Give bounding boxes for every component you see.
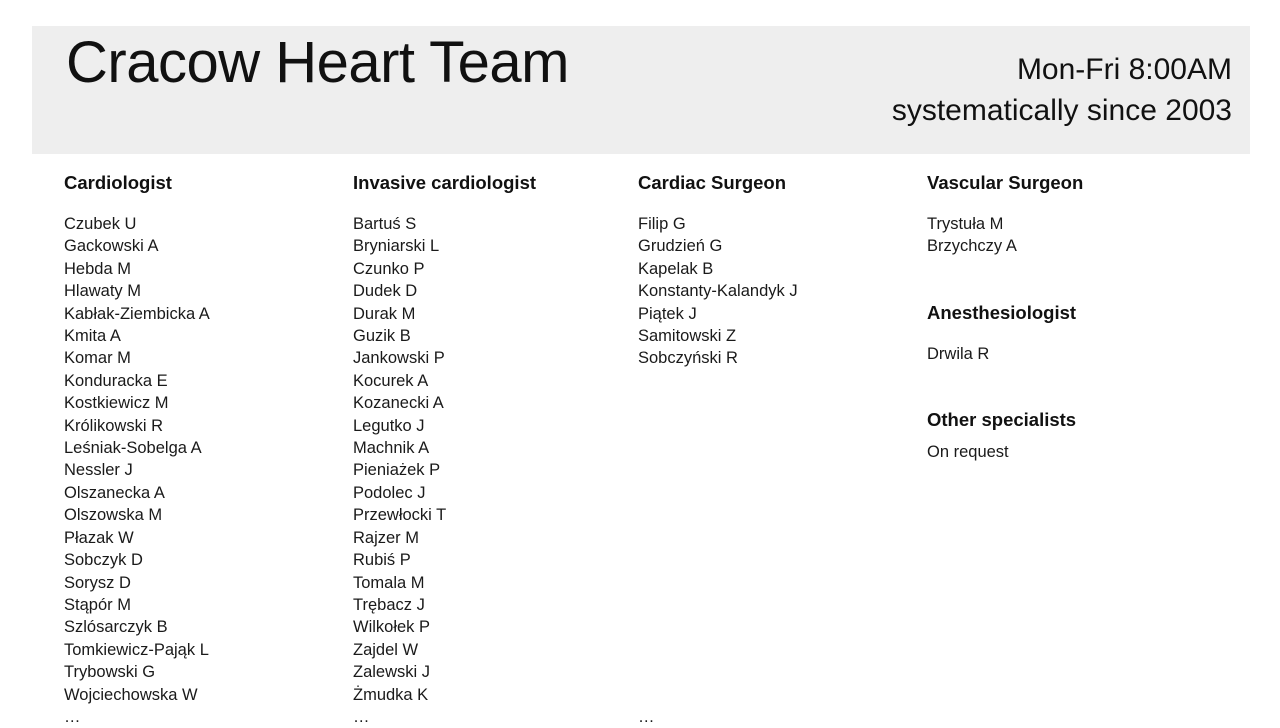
section-heading-other-specialists: Other specialists <box>927 409 1077 431</box>
list-item: Sobczyk D <box>64 551 143 570</box>
list-item: Czunko P <box>353 259 425 278</box>
page-title: Cracow Heart Team <box>66 30 569 95</box>
list-item: Wilkołek P <box>353 618 431 637</box>
list-item: Kozanecki A <box>353 394 444 413</box>
list-item: Trybowski G <box>64 663 156 682</box>
list-item: Nessler J <box>64 461 133 480</box>
list-item: Konduracka E <box>64 371 168 390</box>
list-item: Podolec J <box>353 483 426 502</box>
column-heading: Invasive cardiologist <box>353 172 537 193</box>
name-list <box>927 213 1217 258</box>
list-item: Tomkiewicz-Pająk L <box>64 640 209 659</box>
list-item: Sorysz D <box>64 573 131 592</box>
list-item: Bartuś S <box>353 215 417 233</box>
column-vascular-surgeon <box>927 172 1227 464</box>
list-item: Tomala M <box>353 573 425 592</box>
list-item: Dudek D <box>353 282 418 301</box>
list-item: Sobczyński R <box>638 349 738 368</box>
list-item: Komar M <box>64 349 131 368</box>
list-more-indicator: … <box>64 707 82 726</box>
list-item: Kocurek A <box>353 371 429 390</box>
list-item: Jankowski P <box>353 349 445 368</box>
list-item: Królikowski R <box>64 416 164 435</box>
list-item: Hlawaty M <box>64 282 142 301</box>
list-item: Durak M <box>353 304 416 323</box>
list-item: Rajzer M <box>353 528 420 547</box>
list-item: Brzychczy A <box>927 237 1017 256</box>
list-item: Trystuła M <box>927 215 1004 233</box>
name-list-anesthesiologist <box>927 343 1217 365</box>
list-item: Kostkiewicz M <box>64 394 169 413</box>
list-item: Konstanty-Kalandyk J <box>638 282 798 301</box>
list-item: Trębacz J <box>353 595 425 614</box>
list-item: Kabłak-Ziembicka A <box>64 304 210 323</box>
column-heading: Cardiac Surgeon <box>638 172 787 193</box>
column-cardiologist <box>64 172 353 728</box>
column-heading: Vascular Surgeon <box>927 172 1084 193</box>
name-list <box>64 213 343 706</box>
list-item: Kapelak B <box>638 259 714 278</box>
name-list <box>638 213 917 370</box>
other-specialists-note: On request <box>927 443 1009 462</box>
subtitle-line-2: systematically since 2003 <box>891 93 1232 127</box>
column-spacer <box>638 370 917 706</box>
list-item: Machnik A <box>353 439 430 458</box>
list-item: Płazak W <box>64 528 134 547</box>
list-item: Samitowski Z <box>638 327 737 346</box>
list-item: Stąpór M <box>64 595 131 614</box>
list-item: Kmita A <box>64 327 121 346</box>
list-item: Żmudka K <box>353 685 429 704</box>
list-item: Olszanecka A <box>64 483 165 502</box>
list-item: Zalewski J <box>353 663 431 682</box>
list-item: Wojciechowska W <box>64 685 198 704</box>
list-item: Olszowska M <box>64 506 163 525</box>
header-subtitle <box>612 50 1232 131</box>
column-invasive-cardiologist <box>353 172 638 728</box>
list-item: Czubek U <box>64 215 137 233</box>
list-item: Bryniarski L <box>353 237 440 256</box>
list-item: Legutko J <box>353 416 425 435</box>
list-item: Pieniażek P <box>353 461 441 480</box>
list-item: Rubiś P <box>353 551 411 570</box>
section-heading-anesthesiologist: Anesthesiologist <box>927 301 1077 323</box>
list-more-indicator: … <box>638 707 656 726</box>
list-item: Zajdel W <box>353 640 419 659</box>
list-item: Szlósarczyk B <box>64 618 168 637</box>
list-item: Grudzień G <box>638 237 723 256</box>
list-item: Przewłocki T <box>353 506 447 525</box>
list-more-indicator: … <box>353 707 371 726</box>
list-item: Guzik B <box>353 327 411 346</box>
list-item: Piątek J <box>638 304 697 323</box>
subtitle-line-1: Mon-Fri 8:00AM <box>1016 53 1232 86</box>
list-item: Leśniak-Sobelga A <box>64 439 202 458</box>
list-item: Gackowski A <box>64 237 159 256</box>
roster-columns <box>64 172 1244 728</box>
column-cardiac-surgeon <box>638 172 927 728</box>
list-item: Drwila R <box>927 344 990 363</box>
column-heading: Cardiologist <box>64 172 172 193</box>
list-item: Hebda M <box>64 259 131 278</box>
list-item: Filip G <box>638 215 686 233</box>
name-list <box>353 213 628 706</box>
